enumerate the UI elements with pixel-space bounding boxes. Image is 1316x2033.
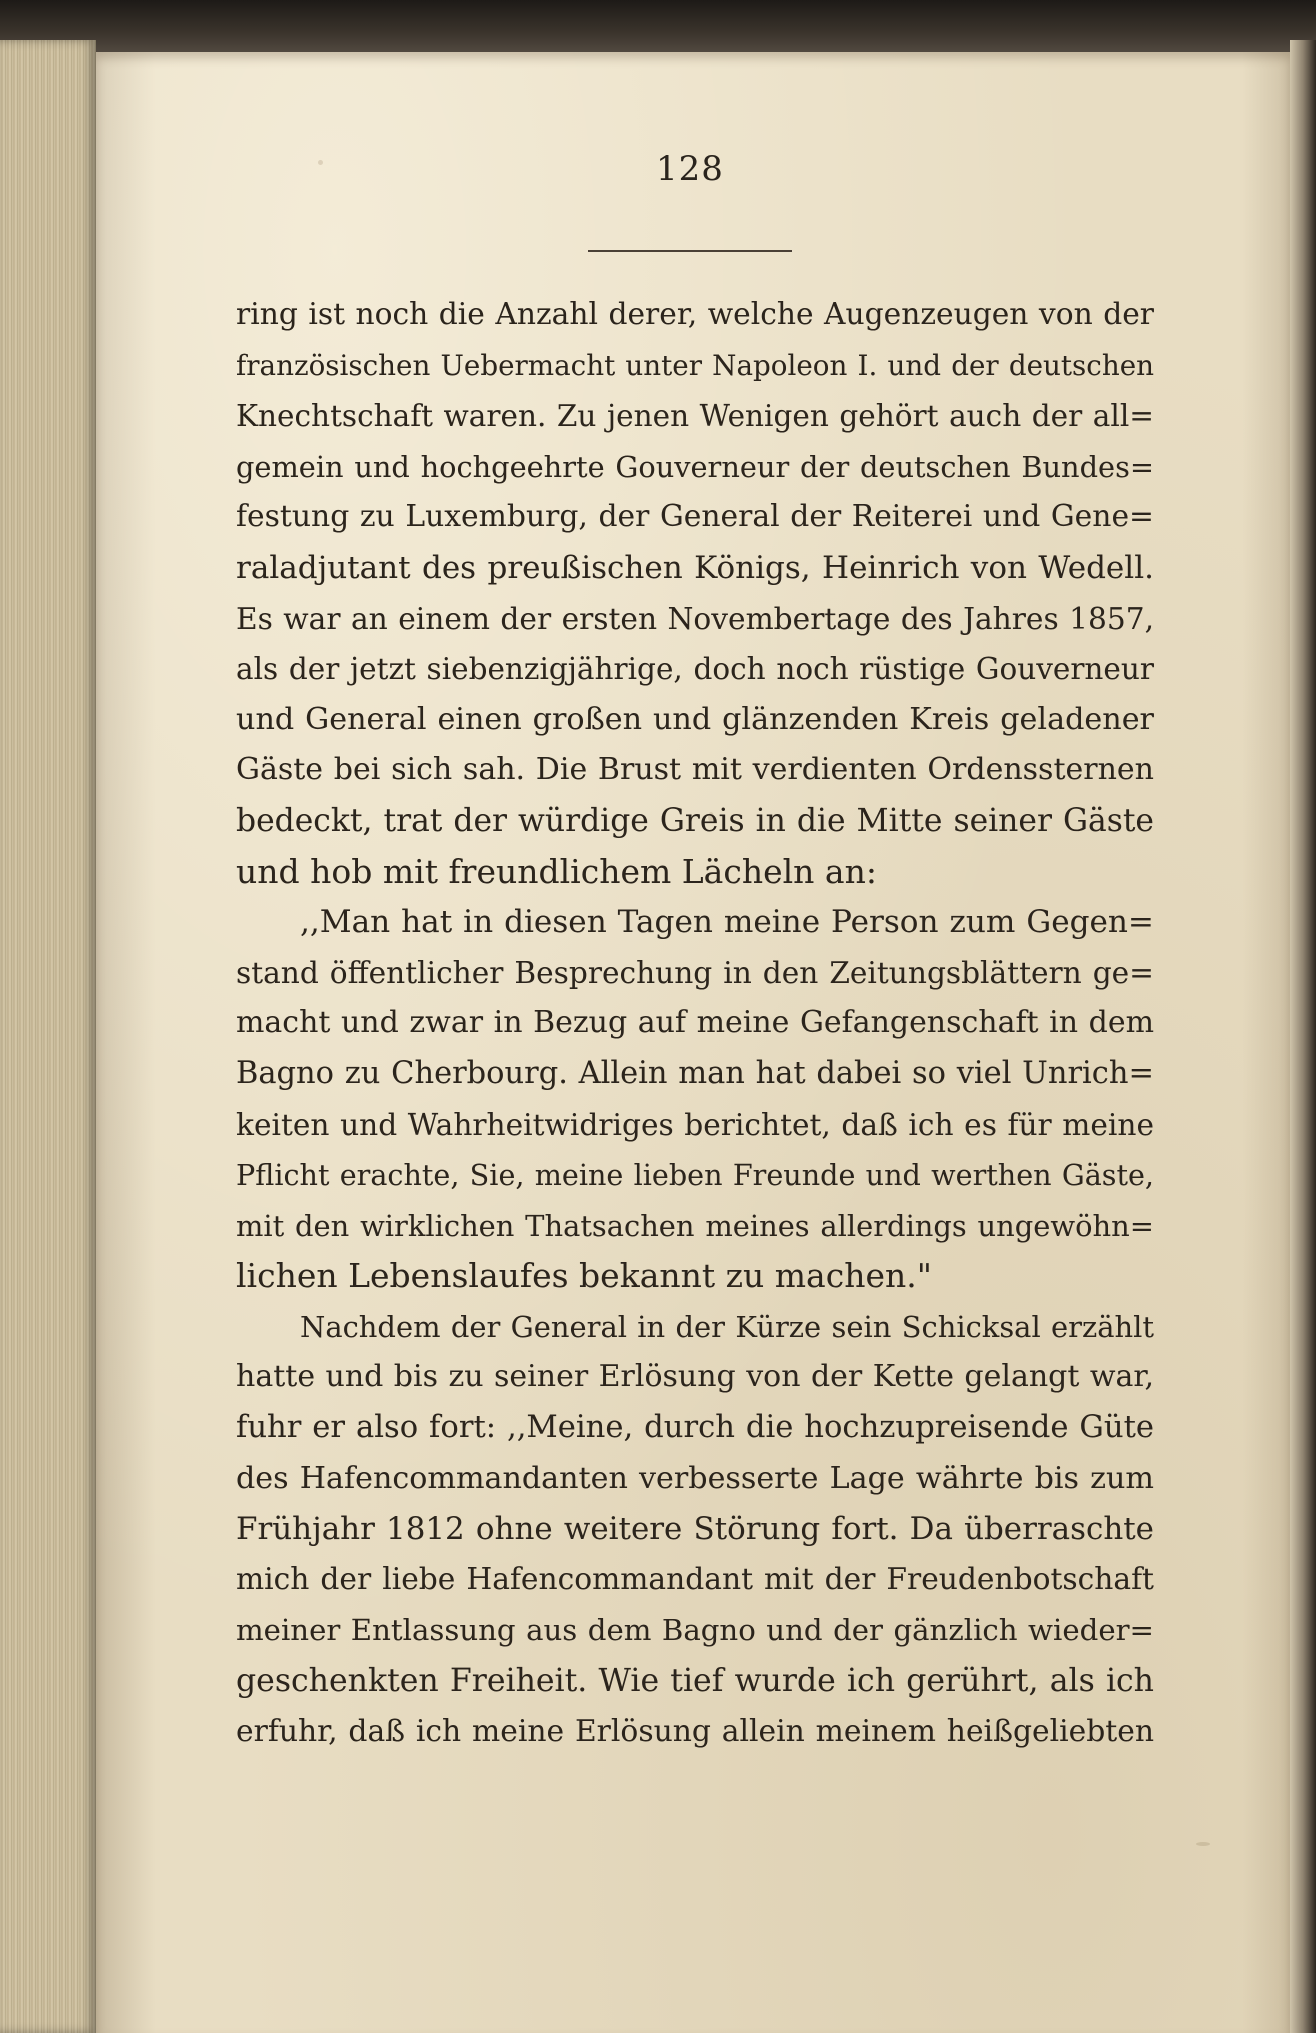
text-line: macht und zwar in Bezug auf meine Gefangenschaft in dem [236,1005,1154,1041]
page-number-rule [588,250,792,252]
text-line: Bagno zu Cherbourg. Allein man hat dabei so viel Unrich= [236,1055,1154,1091]
body-text [236,290,1154,1757]
paper-speck [318,160,323,165]
page-number: 128 [656,149,724,189]
text-line: geschenkten Freiheit. Wie tief wurde ich gerührt, als ich [236,1663,1154,1700]
text-line: mich der liebe Hafencommandant mit der Freudenbotschaft [236,1561,1154,1597]
text-line: Gäste bei sich sah. Die Brust mit verdienten Ordenssternen [236,752,1154,788]
text-line: ,,Man hat in diesen Tagen meine Person zum Gegen= [300,904,1154,941]
text-line: Frühjahr 1812 ohne weitere Störung fort. Da überraschte [236,1511,1154,1548]
text-line: erfuhr, daß ich meine Erlösung allein meinem heißgeliebten [236,1713,1154,1749]
text-line: gemein und hochgeehrte Gouverneur der deutschen Bundes= [236,449,1154,484]
text-line: raladjutant des preußischen Königs, Heinrich von Wedell. [236,549,1154,586]
text-line: Es war an einem der ersten Novembertage des Jahres 1857, [236,600,1154,636]
text-line: und hob mit freundlichem Lächeln an: [236,851,877,891]
text-line: mit den wirklichen Thatsachen meines allerdings ungewöhn= [236,1208,1154,1243]
text-line: stand öffentlicher Besprechung in den Zeitungsblättern ge= [236,955,1154,990]
text-line: keiten und Wahrheitwidriges berichtet, daß ich es für meine [236,1106,1154,1142]
page-stack-edge [0,40,96,2033]
text-line: hatte und bis zu seiner Erlösung von der Kette gelangt war, [236,1359,1154,1395]
text-line: bedeckt, trat der würdige Greis in die Mitte seiner Gäste [236,802,1154,839]
text-line: lichen Lebenslaufes bekannt zu machen." [236,1256,932,1296]
text-line: ring ist noch die Anzahl derer, welche Augenzeugen von der [236,297,1154,332]
text-line: Knechtschaft waren. Zu jenen Wenigen gehört auch der all= [236,399,1154,434]
book-top-edge [0,0,1316,60]
text-line: und General einen großen und glänzenden Kreis geladener [236,701,1154,737]
text-line: Pflicht erachte, Sie, meine lieben Freunde und werthen Gäste, [236,1158,1154,1193]
text-line: Nachdem der General in der Kürze sein Schicksal erzählt [300,1309,1154,1344]
text-line: meiner Entlassung aus dem Bagno und der gänzlich wieder= [236,1613,1154,1648]
text-line: französischen Uebermacht unter Napoleon I. und der deutschen [236,348,1154,382]
text-line: festung zu Luxemburg, der General der Reiterei und Gene= [236,499,1154,535]
text-line: fuhr er also fort: ,,Meine, durch die hochzupreisende Güte [236,1410,1154,1446]
paper-speck [1196,1842,1210,1846]
binding-edge-right [1290,40,1316,2033]
text-line: des Hafencommandanten verbesserte Lage währte bis zum [236,1460,1154,1496]
text-line: als der jetzt siebenzigjährige, doch noch rüstige Gouverneur [236,652,1154,687]
